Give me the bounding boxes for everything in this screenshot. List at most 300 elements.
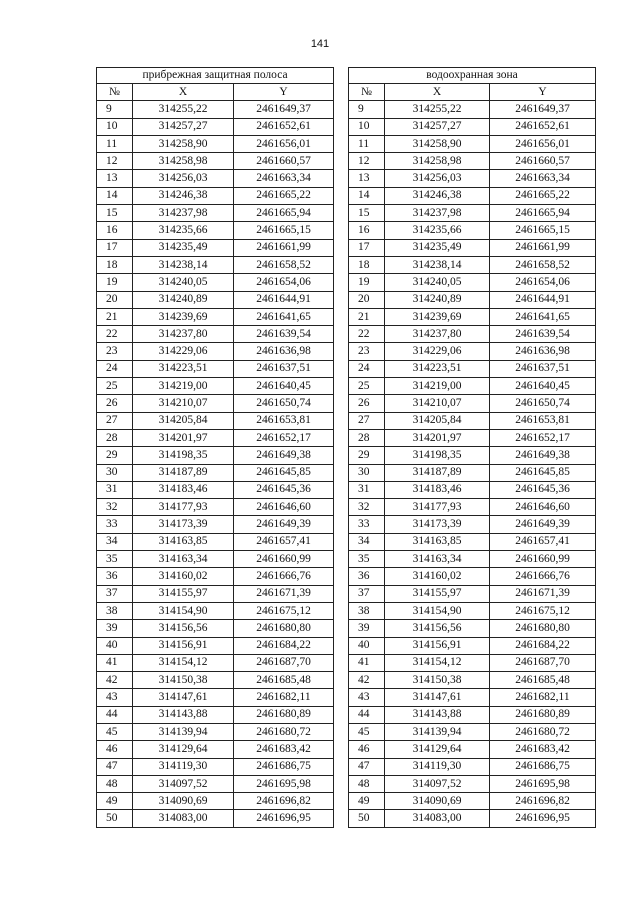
cell-num-left: 45 <box>97 723 133 740</box>
column-gap <box>334 187 349 204</box>
cell-x-right: 314147,61 <box>385 689 490 706</box>
cell-num-right: 26 <box>349 395 385 412</box>
cell-y-right: 2461640,45 <box>490 378 596 395</box>
cell-y-left: 2461645,85 <box>234 464 334 481</box>
cell-num-left: 40 <box>97 637 133 654</box>
cell-y-left: 2461682,11 <box>234 689 334 706</box>
column-gap <box>334 256 349 273</box>
coordinates-table <box>96 67 596 828</box>
cell-y-right: 2461661,99 <box>490 239 596 256</box>
cell-y-right: 2461660,99 <box>490 551 596 568</box>
column-gap <box>334 101 349 118</box>
cell-num-left: 33 <box>97 516 133 533</box>
cell-y-left: 2461661,99 <box>234 239 334 256</box>
cell-x-left: 314205,84 <box>133 412 234 429</box>
cell-y-right: 2461652,61 <box>490 118 596 135</box>
cell-x-right: 314240,89 <box>385 291 490 308</box>
cell-x-right: 314258,90 <box>385 135 490 152</box>
cell-x-right: 314163,34 <box>385 551 490 568</box>
cell-y-right: 2461649,37 <box>490 101 596 118</box>
table-row <box>97 308 596 325</box>
cell-x-right: 314173,39 <box>385 516 490 533</box>
cell-y-right: 2461695,98 <box>490 775 596 792</box>
cell-y-right: 2461658,52 <box>490 256 596 273</box>
cell-x-left: 314246,38 <box>133 187 234 204</box>
cell-num-right: 32 <box>349 499 385 516</box>
cell-y-left: 2461639,54 <box>234 326 334 343</box>
cell-num-left: 43 <box>97 689 133 706</box>
cell-num-left: 23 <box>97 343 133 360</box>
cell-y-right: 2461680,72 <box>490 723 596 740</box>
cell-num-right: 40 <box>349 637 385 654</box>
column-gap <box>334 170 349 187</box>
header-num-left: № <box>97 84 133 101</box>
table-row <box>97 672 596 689</box>
table-row <box>97 378 596 395</box>
cell-x-right: 314143,88 <box>385 706 490 723</box>
cell-num-left: 25 <box>97 378 133 395</box>
cell-x-left: 314258,98 <box>133 153 234 170</box>
cell-y-left: 2461687,70 <box>234 654 334 671</box>
cell-num-right: 24 <box>349 360 385 377</box>
cell-x-right: 314255,22 <box>385 101 490 118</box>
column-gap <box>334 568 349 585</box>
cell-x-right: 314154,90 <box>385 602 490 619</box>
table-row <box>97 775 596 792</box>
cell-x-right: 314237,80 <box>385 326 490 343</box>
column-gap <box>334 793 349 810</box>
cell-y-right: 2461649,39 <box>490 516 596 533</box>
cell-y-left: 2461696,95 <box>234 810 334 827</box>
cell-x-left: 314177,93 <box>133 499 234 516</box>
column-gap <box>334 723 349 740</box>
cell-y-left: 2461685,48 <box>234 672 334 689</box>
cell-num-right: 33 <box>349 516 385 533</box>
column-gap <box>334 429 349 446</box>
column-gap <box>334 602 349 619</box>
cell-x-left: 314210,07 <box>133 395 234 412</box>
cell-x-left: 314256,03 <box>133 170 234 187</box>
cell-num-right: 30 <box>349 464 385 481</box>
column-gap <box>334 326 349 343</box>
cell-x-left: 314090,69 <box>133 793 234 810</box>
cell-num-left: 16 <box>97 222 133 239</box>
cell-num-left: 46 <box>97 741 133 758</box>
cell-x-right: 314090,69 <box>385 793 490 810</box>
cell-y-right: 2461644,91 <box>490 291 596 308</box>
cell-y-left: 2461644,91 <box>234 291 334 308</box>
cell-x-left: 314238,14 <box>133 256 234 273</box>
column-gap <box>334 308 349 325</box>
cell-num-right: 12 <box>349 153 385 170</box>
cell-num-left: 14 <box>97 187 133 204</box>
cell-y-right: 2461663,34 <box>490 170 596 187</box>
cell-x-right: 314238,14 <box>385 256 490 273</box>
cell-num-right: 45 <box>349 723 385 740</box>
cell-x-right: 314183,46 <box>385 481 490 498</box>
cell-y-left: 2461684,22 <box>234 637 334 654</box>
column-gap <box>334 118 349 135</box>
cell-y-left: 2461686,75 <box>234 758 334 775</box>
table-row <box>97 135 596 152</box>
cell-x-right: 314235,66 <box>385 222 490 239</box>
cell-x-left: 314235,49 <box>133 239 234 256</box>
cell-y-right: 2461639,54 <box>490 326 596 343</box>
cell-num-right: 34 <box>349 533 385 550</box>
cell-y-right: 2461665,22 <box>490 187 596 204</box>
cell-x-right: 314256,03 <box>385 170 490 187</box>
cell-num-left: 28 <box>97 429 133 446</box>
cell-x-right: 314257,27 <box>385 118 490 135</box>
table-row <box>97 153 596 170</box>
cell-num-right: 27 <box>349 412 385 429</box>
column-gap <box>334 395 349 412</box>
cell-num-left: 11 <box>97 135 133 152</box>
cell-num-left: 20 <box>97 291 133 308</box>
cell-num-left: 26 <box>97 395 133 412</box>
cell-num-right: 49 <box>349 793 385 810</box>
cell-x-left: 314258,90 <box>133 135 234 152</box>
table-row <box>97 101 596 118</box>
cell-y-left: 2461652,61 <box>234 118 334 135</box>
cell-y-right: 2461685,48 <box>490 672 596 689</box>
cell-y-right: 2461645,36 <box>490 481 596 498</box>
cell-num-right: 14 <box>349 187 385 204</box>
cell-y-left: 2461657,41 <box>234 533 334 550</box>
cell-x-left: 314129,64 <box>133 741 234 758</box>
cell-num-right: 18 <box>349 256 385 273</box>
zone-header-row <box>97 68 596 84</box>
cell-y-right: 2461653,81 <box>490 412 596 429</box>
cell-y-right: 2461654,06 <box>490 274 596 291</box>
cell-y-right: 2461650,74 <box>490 395 596 412</box>
cell-x-left: 314139,94 <box>133 723 234 740</box>
cell-x-left: 314201,97 <box>133 429 234 446</box>
cell-y-left: 2461663,34 <box>234 170 334 187</box>
cell-y-right: 2461680,80 <box>490 620 596 637</box>
cell-num-right: 9 <box>349 101 385 118</box>
table-row <box>97 585 596 602</box>
cell-x-left: 314163,34 <box>133 551 234 568</box>
cell-num-left: 18 <box>97 256 133 273</box>
cell-num-left: 48 <box>97 775 133 792</box>
cell-x-left: 314235,66 <box>133 222 234 239</box>
cell-x-right: 314229,06 <box>385 343 490 360</box>
cell-y-right: 2461637,51 <box>490 360 596 377</box>
column-gap <box>334 68 349 84</box>
cell-y-left: 2461660,99 <box>234 551 334 568</box>
table-row <box>97 741 596 758</box>
cell-num-right: 19 <box>349 274 385 291</box>
cell-x-right: 314205,84 <box>385 412 490 429</box>
cell-y-left: 2461649,38 <box>234 447 334 464</box>
cell-x-left: 314119,30 <box>133 758 234 775</box>
cell-x-left: 314160,02 <box>133 568 234 585</box>
cell-num-left: 47 <box>97 758 133 775</box>
column-gap <box>334 447 349 464</box>
table-row <box>97 412 596 429</box>
cell-num-right: 43 <box>349 689 385 706</box>
column-gap <box>334 551 349 568</box>
cell-y-left: 2461636,98 <box>234 343 334 360</box>
cell-x-left: 314240,89 <box>133 291 234 308</box>
table-row <box>97 447 596 464</box>
cell-x-left: 314163,85 <box>133 533 234 550</box>
cell-num-left: 22 <box>97 326 133 343</box>
cell-num-right: 44 <box>349 706 385 723</box>
cell-y-left: 2461649,39 <box>234 516 334 533</box>
cell-x-left: 314147,61 <box>133 689 234 706</box>
cell-x-left: 314257,27 <box>133 118 234 135</box>
cell-num-right: 41 <box>349 654 385 671</box>
cell-num-left: 30 <box>97 464 133 481</box>
cell-y-right: 2461671,39 <box>490 585 596 602</box>
cell-x-right: 314235,49 <box>385 239 490 256</box>
cell-num-right: 29 <box>349 447 385 464</box>
cell-x-right: 314155,97 <box>385 585 490 602</box>
cell-num-right: 21 <box>349 308 385 325</box>
cell-x-right: 314156,91 <box>385 637 490 654</box>
cell-y-right: 2461666,76 <box>490 568 596 585</box>
cell-x-left: 314143,88 <box>133 706 234 723</box>
cell-num-left: 36 <box>97 568 133 585</box>
cell-x-left: 314154,12 <box>133 654 234 671</box>
header-x-left: X <box>133 84 234 101</box>
cell-x-right: 314240,05 <box>385 274 490 291</box>
cell-num-right: 22 <box>349 326 385 343</box>
cell-x-right: 314237,98 <box>385 205 490 222</box>
table-row <box>97 464 596 481</box>
cell-x-right: 314198,35 <box>385 447 490 464</box>
header-num-right: № <box>349 84 385 101</box>
column-gap <box>334 84 349 101</box>
cell-num-right: 16 <box>349 222 385 239</box>
cell-num-left: 50 <box>97 810 133 827</box>
cell-num-right: 42 <box>349 672 385 689</box>
cell-num-right: 35 <box>349 551 385 568</box>
cell-x-left: 314155,97 <box>133 585 234 602</box>
cell-y-left: 2461665,15 <box>234 222 334 239</box>
column-gap <box>334 689 349 706</box>
table-row <box>97 170 596 187</box>
zone-title-coastal-strip: прибрежная защитная полоса <box>97 68 334 84</box>
column-gap <box>334 412 349 429</box>
table-row <box>97 602 596 619</box>
cell-num-left: 15 <box>97 205 133 222</box>
cell-y-right: 2461683,42 <box>490 741 596 758</box>
column-header-row <box>97 84 596 101</box>
cell-x-right: 314156,56 <box>385 620 490 637</box>
cell-y-right: 2461660,57 <box>490 153 596 170</box>
table-row <box>97 723 596 740</box>
cell-y-left: 2461665,22 <box>234 187 334 204</box>
cell-y-right: 2461646,60 <box>490 499 596 516</box>
cell-num-right: 25 <box>349 378 385 395</box>
column-gap <box>334 533 349 550</box>
table-row <box>97 533 596 550</box>
column-gap <box>334 239 349 256</box>
cell-num-left: 42 <box>97 672 133 689</box>
cell-y-left: 2461660,57 <box>234 153 334 170</box>
cell-x-left: 314219,00 <box>133 378 234 395</box>
table-row <box>97 654 596 671</box>
column-gap <box>334 205 349 222</box>
table-row <box>97 551 596 568</box>
table-row <box>97 429 596 446</box>
column-gap <box>334 620 349 637</box>
cell-x-right: 314083,00 <box>385 810 490 827</box>
cell-y-left: 2461645,36 <box>234 481 334 498</box>
cell-num-right: 10 <box>349 118 385 135</box>
cell-y-right: 2461665,94 <box>490 205 596 222</box>
column-gap <box>334 274 349 291</box>
cell-x-right: 314129,64 <box>385 741 490 758</box>
table-row <box>97 343 596 360</box>
cell-num-right: 31 <box>349 481 385 498</box>
cell-x-right: 314219,00 <box>385 378 490 395</box>
cell-x-left: 314173,39 <box>133 516 234 533</box>
column-gap <box>334 343 349 360</box>
table-row <box>97 689 596 706</box>
cell-x-left: 314097,52 <box>133 775 234 792</box>
cell-num-right: 23 <box>349 343 385 360</box>
cell-y-right: 2461645,85 <box>490 464 596 481</box>
cell-num-left: 37 <box>97 585 133 602</box>
cell-x-right: 314163,85 <box>385 533 490 550</box>
column-gap <box>334 810 349 827</box>
cell-y-left: 2461658,52 <box>234 256 334 273</box>
cell-y-right: 2461687,70 <box>490 654 596 671</box>
table-row <box>97 568 596 585</box>
table-row <box>97 222 596 239</box>
table-row <box>97 118 596 135</box>
cell-x-right: 314210,07 <box>385 395 490 412</box>
cell-y-left: 2461641,65 <box>234 308 334 325</box>
cell-x-right: 314150,38 <box>385 672 490 689</box>
cell-num-left: 39 <box>97 620 133 637</box>
column-gap <box>334 637 349 654</box>
table-row <box>97 810 596 827</box>
cell-x-left: 314240,05 <box>133 274 234 291</box>
cell-x-left: 314255,22 <box>133 101 234 118</box>
cell-y-right: 2461696,95 <box>490 810 596 827</box>
cell-num-right: 17 <box>349 239 385 256</box>
cell-x-left: 314237,80 <box>133 326 234 343</box>
column-gap <box>334 741 349 758</box>
cell-y-left: 2461649,37 <box>234 101 334 118</box>
cell-num-right: 28 <box>349 429 385 446</box>
cell-num-right: 48 <box>349 775 385 792</box>
table-row <box>97 499 596 516</box>
cell-x-right: 314187,89 <box>385 464 490 481</box>
cell-y-left: 2461683,42 <box>234 741 334 758</box>
cell-num-right: 20 <box>349 291 385 308</box>
column-gap <box>334 672 349 689</box>
table-row <box>97 239 596 256</box>
cell-y-right: 2461684,22 <box>490 637 596 654</box>
header-y-left: Y <box>234 84 334 101</box>
column-gap <box>334 481 349 498</box>
cell-x-right: 314139,94 <box>385 723 490 740</box>
cell-y-right: 2461652,17 <box>490 429 596 446</box>
column-gap <box>334 464 349 481</box>
table-row <box>97 291 596 308</box>
cell-num-left: 32 <box>97 499 133 516</box>
column-gap <box>334 706 349 723</box>
cell-x-left: 314198,35 <box>133 447 234 464</box>
column-gap <box>334 499 349 516</box>
cell-num-left: 34 <box>97 533 133 550</box>
cell-y-left: 2461640,45 <box>234 378 334 395</box>
cell-y-right: 2461636,98 <box>490 343 596 360</box>
cell-y-right: 2461641,65 <box>490 308 596 325</box>
table-row <box>97 793 596 810</box>
cell-num-right: 15 <box>349 205 385 222</box>
header-x-right: X <box>385 84 490 101</box>
column-gap <box>334 378 349 395</box>
cell-num-left: 27 <box>97 412 133 429</box>
cell-x-right: 314239,69 <box>385 308 490 325</box>
cell-num-left: 19 <box>97 274 133 291</box>
cell-y-left: 2461680,89 <box>234 706 334 723</box>
cell-y-left: 2461654,06 <box>234 274 334 291</box>
cell-y-right: 2461649,38 <box>490 447 596 464</box>
table-row <box>97 360 596 377</box>
cell-x-right: 314160,02 <box>385 568 490 585</box>
cell-y-left: 2461671,39 <box>234 585 334 602</box>
cell-num-right: 13 <box>349 170 385 187</box>
cell-x-left: 314187,89 <box>133 464 234 481</box>
column-gap <box>334 222 349 239</box>
cell-y-left: 2461680,72 <box>234 723 334 740</box>
column-gap <box>334 135 349 152</box>
cell-x-left: 314223,51 <box>133 360 234 377</box>
column-gap <box>334 516 349 533</box>
cell-y-left: 2461696,82 <box>234 793 334 810</box>
cell-y-left: 2461656,01 <box>234 135 334 152</box>
cell-num-left: 13 <box>97 170 133 187</box>
cell-y-right: 2461682,11 <box>490 689 596 706</box>
table-row <box>97 481 596 498</box>
cell-x-right: 314177,93 <box>385 499 490 516</box>
cell-num-right: 38 <box>349 602 385 619</box>
table-row <box>97 395 596 412</box>
cell-x-right: 314201,97 <box>385 429 490 446</box>
column-gap <box>334 360 349 377</box>
cell-y-left: 2461637,51 <box>234 360 334 377</box>
column-gap <box>334 291 349 308</box>
cell-num-right: 39 <box>349 620 385 637</box>
cell-y-left: 2461650,74 <box>234 395 334 412</box>
table-row <box>97 758 596 775</box>
cell-num-right: 47 <box>349 758 385 775</box>
cell-x-right: 314223,51 <box>385 360 490 377</box>
cell-x-left: 314156,56 <box>133 620 234 637</box>
cell-num-left: 31 <box>97 481 133 498</box>
cell-y-left: 2461665,94 <box>234 205 334 222</box>
column-gap <box>334 654 349 671</box>
cell-y-right: 2461686,75 <box>490 758 596 775</box>
cell-num-right: 46 <box>349 741 385 758</box>
cell-num-left: 24 <box>97 360 133 377</box>
cell-y-left: 2461675,12 <box>234 602 334 619</box>
cell-y-left: 2461680,80 <box>234 620 334 637</box>
cell-y-right: 2461675,12 <box>490 602 596 619</box>
cell-num-left: 12 <box>97 153 133 170</box>
cell-num-left: 38 <box>97 602 133 619</box>
cell-y-right: 2461680,89 <box>490 706 596 723</box>
page-number: 141 <box>310 38 330 50</box>
